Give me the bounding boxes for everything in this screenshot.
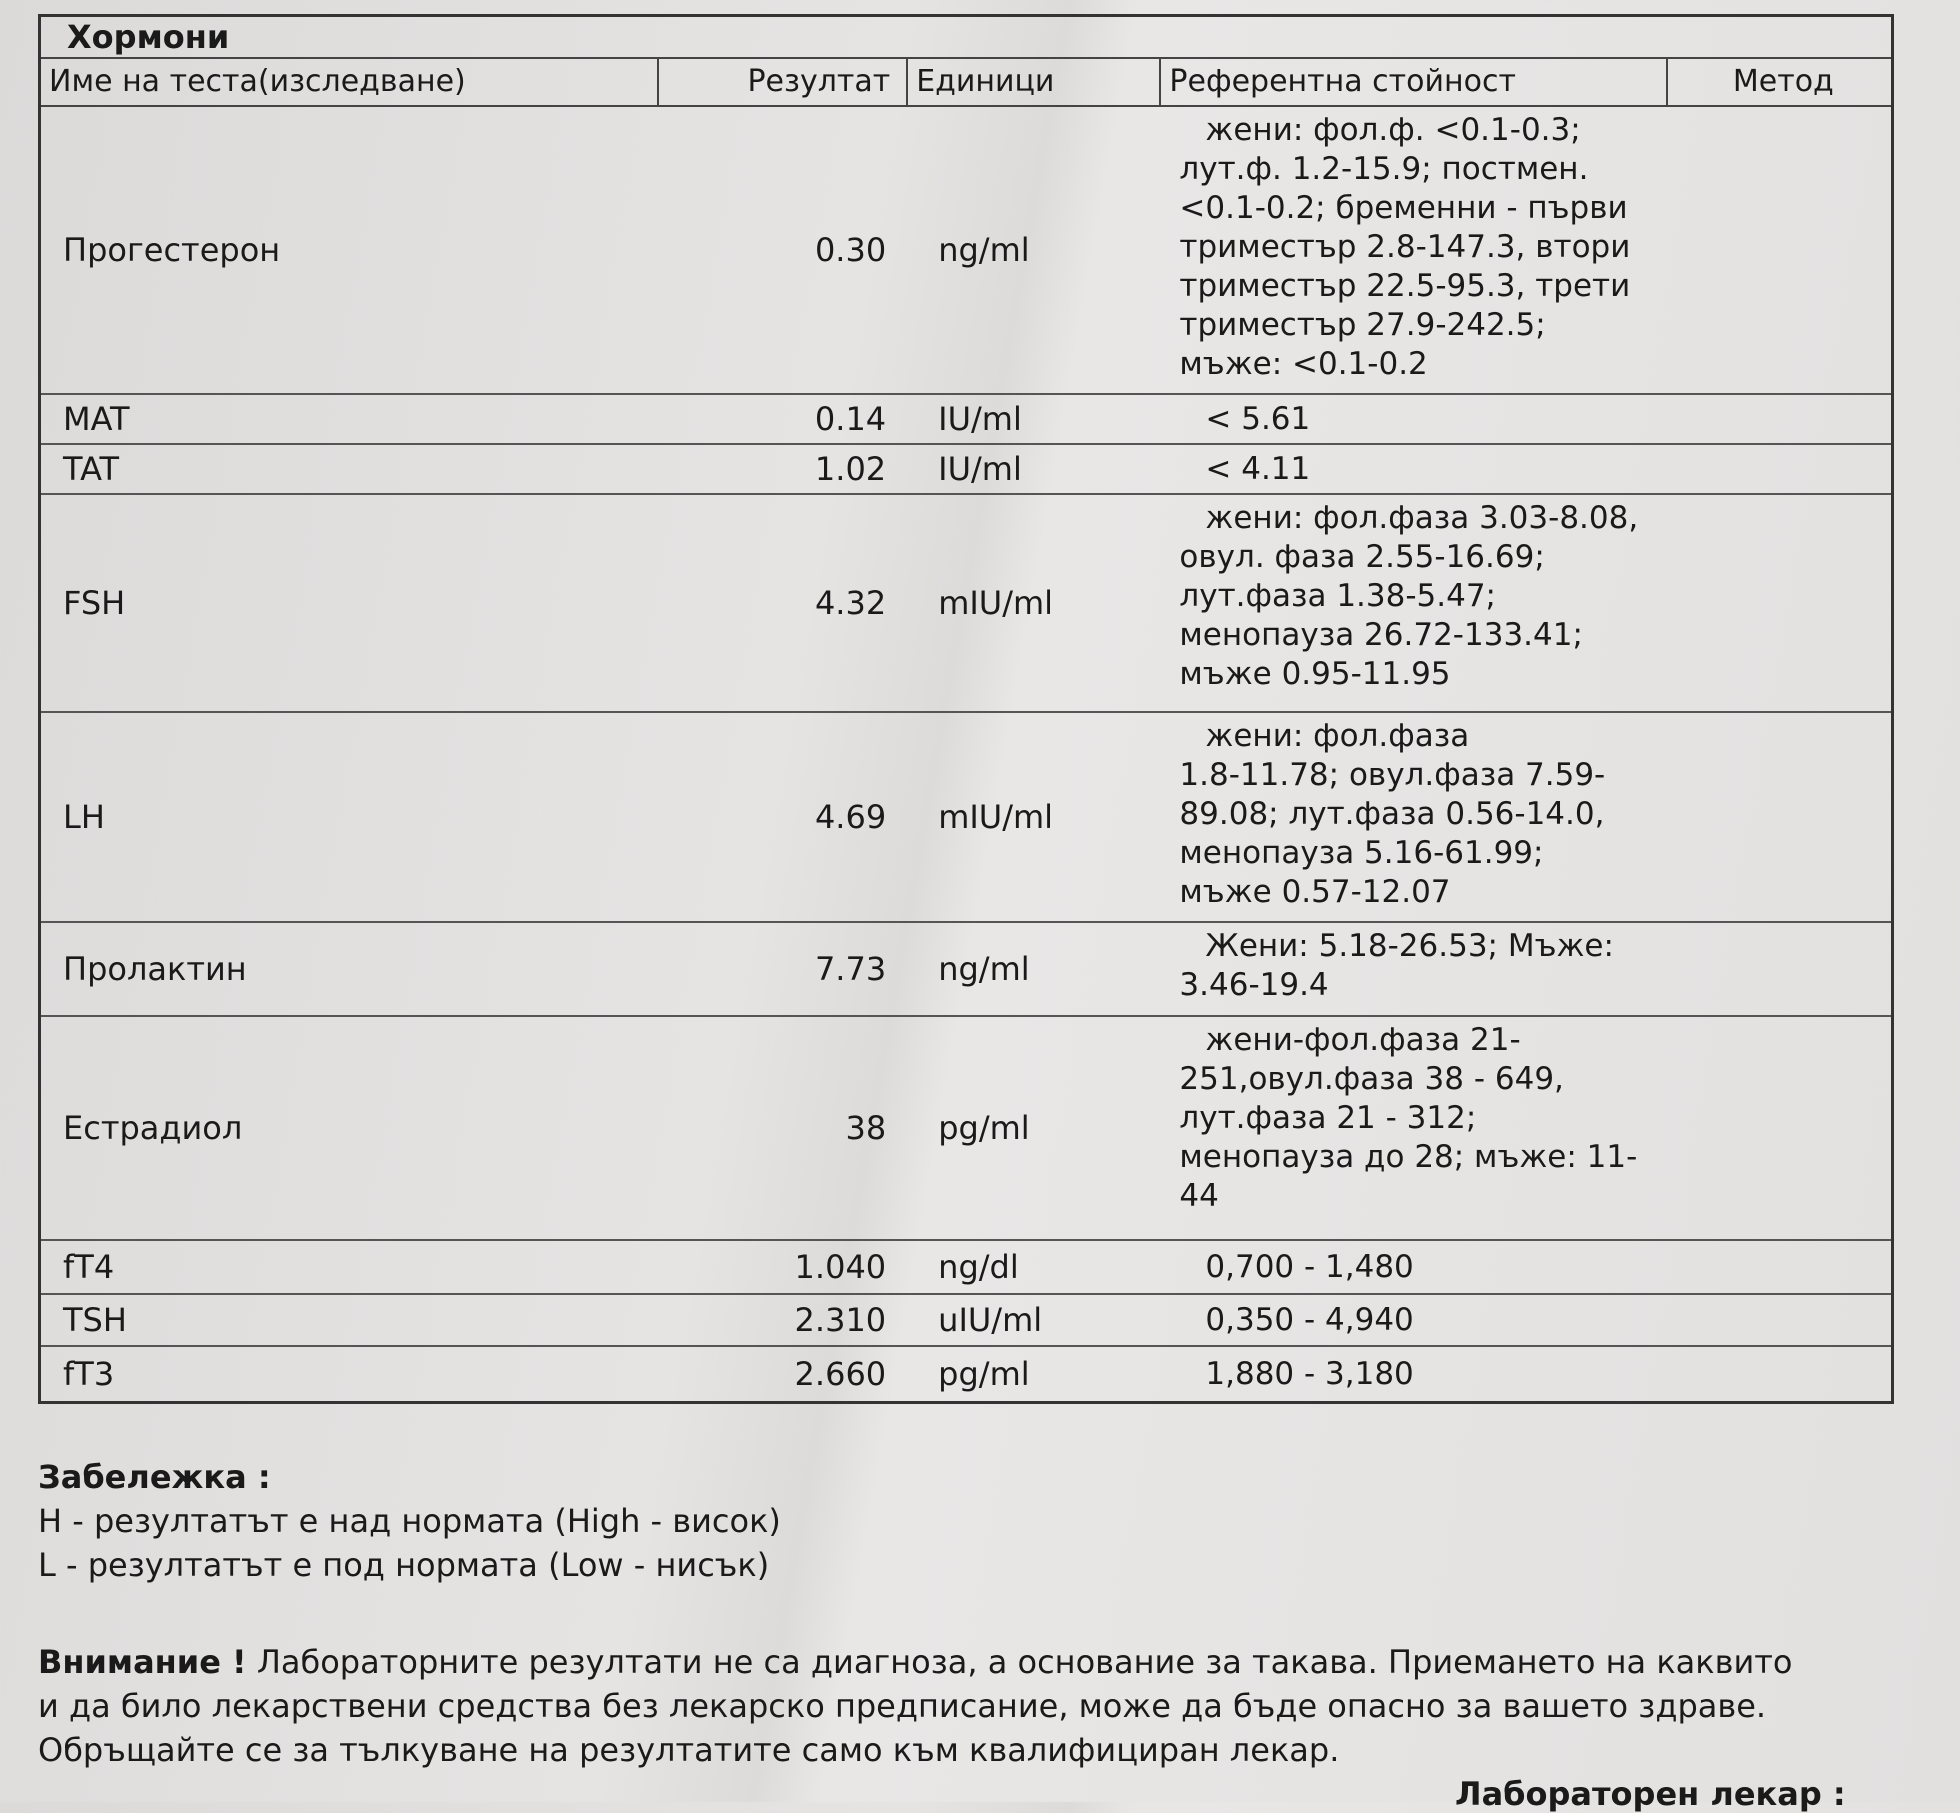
table-row [41,923,1891,1017]
table-row [41,495,1891,713]
table-body [41,107,1891,1401]
reference-line: 89.08; лут.фаза 0.56-14.0, [1179,796,1605,832]
test-name: fT3 [63,1355,115,1393]
reference-line: менопауза 26.72-133.41; [1179,617,1583,653]
signature-label: Лабораторен лекар : [1455,1775,1846,1813]
reference-line: жени: фол.фаза [1205,718,1470,754]
test-result: 1.02 [814,450,887,488]
section-title: Хормони [41,17,1891,59]
test-result: 7.73 [814,950,887,988]
test-method [1668,1347,1891,1401]
test-method [1668,1017,1891,1239]
reference-line: жени: фол.ф. <0.1-0.3; [1205,112,1581,148]
hormones-table [38,14,1894,1404]
test-units: ng/dl [938,1248,1019,1286]
reference-line: 44 [1179,1178,1219,1214]
warning-text: Лабораторните резултати не са диагноза, а основание за такава. Приемането на каквито и да било лекарствени средства без лекарско предписание, може да бъде опасно за вашето здраве. Обръщайте се за тълкуване на резултатите само към квалифициран лекар. [38,1643,1793,1769]
test-result: 0.14 [814,400,887,438]
notes-title: Забележка : [38,1458,271,1496]
note-low: L - резултатът е под нормата (Low - нисък) [38,1546,770,1584]
reference-line: менопауза до 28; мъже: 11- [1179,1139,1638,1175]
table-row [41,1347,1891,1401]
notes [38,1455,781,1587]
table-header [41,59,1891,107]
test-reference [1161,1017,1667,1239]
test-reference [1161,495,1667,711]
reference-line: Жени: 5.18-26.53; Мъже: [1205,928,1614,964]
test-result: 38 [845,1109,887,1147]
table-row [41,1295,1891,1347]
test-units: ng/ml [938,231,1030,269]
test-reference [1161,395,1667,443]
test-method [1668,495,1891,711]
reference-line: мъже 0.95-11.95 [1179,656,1451,692]
test-result: 2.660 [794,1355,887,1393]
test-name: LH [63,798,105,836]
warning [38,1640,1798,1772]
table-row [41,1241,1891,1295]
test-units: pg/ml [938,1355,1030,1393]
test-name: TSH [63,1301,127,1339]
reference-line: 1.8-11.78; овул.фаза 7.59- [1179,757,1606,793]
reference-line: 251,овул.фаза 38 - 649, [1179,1061,1564,1097]
test-result: 1.040 [794,1248,887,1286]
table-row [41,1017,1891,1241]
test-method [1668,923,1891,1015]
test-units: ng/ml [938,950,1030,988]
reference-line: 0,700 - 1,480 [1205,1248,1414,1285]
warning-title: Внимание ! [38,1643,247,1681]
table-row [41,395,1891,445]
reference-line: овул. фаза 2.55-16.69; [1179,539,1545,575]
reference-line: жени: фол.фаза 3.03-8.08, [1205,500,1639,536]
test-method [1668,445,1891,493]
header-reference: Референтна стойност [1161,59,1667,105]
test-units: uIU/ml [938,1301,1043,1339]
test-name: fT4 [63,1248,115,1286]
test-result: 4.69 [814,798,887,836]
reference-line: жени-фол.фаза 21- [1205,1022,1521,1058]
test-units: IU/ml [938,400,1022,438]
test-name: FSH [63,584,126,622]
reference-line: триместър 22.5-95.3, трети [1179,268,1631,304]
test-units: pg/ml [938,1109,1030,1147]
reference-line: 1,880 - 3,180 [1205,1355,1414,1392]
reference-line: триместър 27.9-242.5; [1179,307,1546,343]
test-method [1668,1241,1891,1293]
table-row [41,445,1891,495]
test-reference [1161,1295,1667,1345]
test-result: 0.30 [814,231,887,269]
reference-line: мъже: <0.1-0.2 [1179,346,1428,382]
header-result: Резултат [659,59,908,105]
reference-line: 3.46-19.4 [1179,967,1329,1003]
test-method [1668,1295,1891,1345]
note-high: H - резултатът е над нормата (High - висок) [38,1502,781,1540]
test-result: 2.310 [794,1301,887,1339]
reference-line: триместър 2.8-147.3, втори [1179,229,1631,265]
test-units: mIU/ml [938,584,1054,622]
test-reference [1161,923,1667,1015]
test-result: 4.32 [814,584,887,622]
test-reference [1161,1347,1667,1401]
test-reference [1161,713,1667,921]
test-name: Естрадиол [63,1109,243,1147]
test-units: mIU/ml [938,798,1054,836]
reference-line: лут.фаза 1.38-5.47; [1179,578,1497,614]
header-name: Име на теста(изследване) [41,59,659,105]
header-units: Единици [908,59,1161,105]
test-name: MAT [63,400,130,438]
reference-line: мъже 0.57-12.07 [1179,874,1451,910]
test-name: TAT [63,450,120,488]
reference-line: <0.1-0.2; бременни - първи [1179,190,1628,226]
test-reference [1161,445,1667,493]
test-method [1668,107,1891,393]
header-method: Метод [1732,64,1834,99]
reference-line: лут.фаза 21 - 312; [1179,1100,1477,1136]
test-name: Прогестерон [63,231,281,269]
reference-line: лут.ф. 1.2-15.9; постмен. [1179,151,1589,187]
reference-line: < 5.61 [1205,400,1311,437]
reference-line: менопауза 5.16-61.99; [1179,835,1544,871]
test-method [1668,395,1891,443]
table-row [41,107,1891,395]
table-row [41,713,1891,923]
reference-line: 0,350 - 4,940 [1205,1301,1414,1338]
reference-line: < 4.11 [1205,450,1311,487]
test-reference [1161,107,1667,393]
test-units: IU/ml [938,450,1022,488]
test-reference [1161,1241,1667,1293]
test-name: Пролактин [63,950,247,988]
test-method [1668,713,1891,921]
